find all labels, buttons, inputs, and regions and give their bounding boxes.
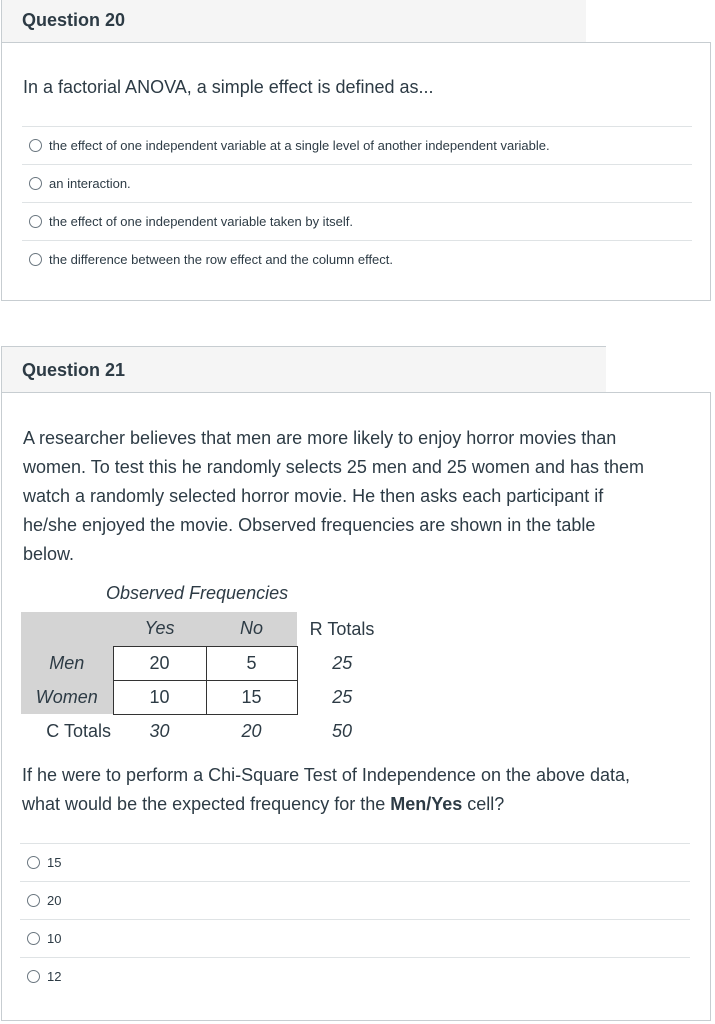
followup-text-end: cell?	[462, 794, 505, 814]
cell-women-no: 15	[206, 680, 297, 714]
radio-button-icon[interactable]	[29, 177, 42, 190]
answer-option[interactable]	[20, 843, 690, 881]
answer-option[interactable]	[20, 919, 690, 957]
question-20-header-corner	[586, 0, 711, 42]
question-20-title: Question 20	[22, 10, 126, 30]
question-20-card	[1, 0, 711, 301]
question-21-answers	[20, 843, 690, 995]
question-21-header-corner	[606, 346, 711, 392]
radio-button-icon[interactable]	[27, 932, 40, 945]
question-21-text	[23, 424, 703, 569]
row-header-ctotals: C Totals	[46, 720, 111, 741]
answer-option[interactable]	[20, 881, 690, 919]
question-20-text: In a factorial ANOVA, a simple effect is defined as...	[23, 77, 434, 97]
answer-label: 15	[47, 855, 62, 870]
answer-label: 12	[47, 969, 62, 984]
cell-men-no: 5	[206, 646, 297, 680]
radio-button-icon[interactable]	[29, 139, 42, 152]
cell-men-total: 25	[332, 652, 353, 673]
answer-option[interactable]	[20, 957, 690, 995]
cell-ctotal-yes: 30	[149, 720, 170, 741]
table-corner-cell	[21, 612, 113, 646]
radio-button-icon[interactable]	[27, 970, 40, 983]
followup-bold-cell: Men/Yes	[390, 794, 463, 814]
question-21-text-line: watch a randomly selected horror movie. He then asks each participant if	[23, 486, 604, 506]
answer-label: 20	[47, 893, 62, 908]
question-21-title: Question 21	[22, 360, 126, 380]
answer-label: the effect of one independent variable at a single level of another independent variable.	[49, 138, 550, 153]
answer-option[interactable]	[22, 202, 692, 240]
table-row-ctotals	[21, 714, 387, 748]
row-header-women: Women	[21, 680, 113, 714]
cell-women-yes: 10	[113, 680, 206, 714]
answer-option[interactable]	[22, 164, 692, 202]
question-21-followup	[22, 761, 630, 819]
question-21-followup-line	[22, 790, 630, 819]
answer-label: 10	[47, 931, 62, 946]
row-header-men: Men	[21, 646, 113, 680]
cell-women-total: 25	[332, 686, 353, 707]
answer-option[interactable]	[22, 240, 692, 278]
cell-ctotal-no: 20	[241, 720, 262, 741]
cell-men-yes: 20	[113, 646, 206, 680]
answer-option[interactable]	[22, 126, 692, 164]
radio-button-icon[interactable]	[27, 856, 40, 869]
col-header-rtotals: R Totals	[309, 618, 375, 639]
question-21-text-line: women. To test this he randomly selects 25 men and 25 women and has them	[23, 457, 645, 477]
col-header-yes: Yes	[113, 612, 206, 646]
radio-button-icon[interactable]	[29, 215, 42, 228]
table-header-row	[21, 612, 387, 646]
table-row-men	[21, 646, 387, 680]
answer-label: the difference between the row effect and the column effect.	[49, 252, 394, 267]
question-21-text-line: A researcher believes that men are more likely to enjoy horror movies than	[23, 428, 617, 448]
cell-grand-total: 50	[331, 720, 353, 741]
question-20-header	[2, 0, 710, 43]
question-21-header	[2, 347, 710, 393]
radio-button-icon[interactable]	[27, 894, 40, 907]
question-21-text-line: below.	[23, 544, 75, 564]
question-21-followup-line: If he were to perform a Chi-Square Test of Independence on the above data,	[22, 765, 631, 785]
question-21-text-line: he/she enjoyed the movie. Observed frequencies are shown in the table	[23, 515, 596, 535]
table-row-women	[21, 680, 387, 714]
table-caption: Observed Frequencies	[106, 583, 289, 603]
question-20-answers	[22, 126, 692, 278]
answer-label: an interaction.	[49, 176, 131, 191]
col-header-no: No	[206, 612, 297, 646]
followup-text: what would be the expected frequency for the	[22, 794, 391, 814]
answer-label: the effect of one independent variable taken by itself.	[49, 214, 354, 229]
radio-button-icon[interactable]	[29, 253, 42, 266]
observed-frequencies-table	[21, 612, 387, 748]
